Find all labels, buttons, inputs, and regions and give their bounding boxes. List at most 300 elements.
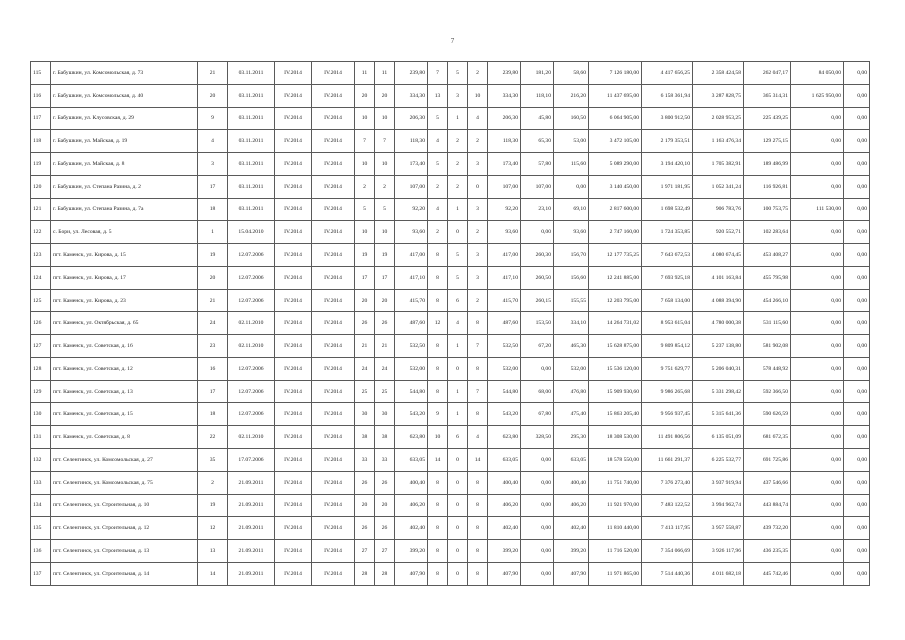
cell-row-number: 117 [31,107,51,130]
cell-rooms-total: 4 [428,198,448,221]
cell-area-owned: 260,50 [521,266,554,289]
cell-residents-total: 26 [355,471,375,494]
cell-area-municipal: 475,40 [554,403,589,426]
cell-rooms-total: 12 [428,312,448,335]
cell-area-total: 334,30 [395,84,428,107]
cell-rooms-municipal: 7 [468,380,488,403]
cell-address: с. Бори, ул. Лесовая, д. 5 [51,221,198,244]
cell-rooms-municipal: 2 [468,221,488,244]
cell-residents-resettled: 27 [375,540,395,563]
cell-rooms-municipal: 3 [468,244,488,267]
cell-cost-fund: 4 417 656,25 [642,62,693,85]
cell-object-count: 21 [198,62,228,85]
cell-residents-resettled: 2 [375,175,395,198]
cell-residents-total: 27 [355,540,375,563]
cell-area-total: 402,40 [395,517,428,540]
cell-residents-resettled: 20 [375,494,395,517]
cell-plan-start: IV.2014 [275,449,312,472]
cell-residents-resettled: 20 [375,84,395,107]
cell-cost-fund: 9 751 629,77 [642,357,693,380]
cell-area-owned: 0,00 [521,562,554,585]
cell-rooms-owned: 6 [448,289,468,312]
cell-rooms-municipal: 3 [468,266,488,289]
cell-residents-resettled: 28 [375,562,395,585]
cell-area-total: 173,40 [395,153,428,176]
cell-area-resettled: 417,10 [488,266,521,289]
cell-cost-other: 0,00 [844,153,870,176]
cell-area-municipal: 465,30 [554,335,589,358]
cell-cost-other: 0,00 [844,312,870,335]
cell-rooms-total: 5 [428,107,448,130]
cell-rooms-municipal: 2 [468,289,488,312]
cell-doc-date: 12.07.2006 [228,380,275,403]
cell-rooms-owned: 3 [448,84,468,107]
cell-cost-region: 3 926 117,96 [693,540,744,563]
cell-cost-total: 5 089 290,00 [589,153,642,176]
cell-doc-date: 03.11.2011 [228,107,275,130]
cell-plan-start: IV.2014 [275,84,312,107]
cell-rooms-municipal: 8 [468,494,488,517]
cell-cost-fund: 7 693 925,18 [642,266,693,289]
cell-cost-other: 0,00 [844,357,870,380]
cell-residents-resettled: 7 [375,130,395,153]
cell-residents-resettled: 26 [375,312,395,335]
cell-address: пгт. Каменск, ул. Советская, д. 8 [51,426,198,449]
cell-row-number: 136 [31,540,51,563]
cell-cost-fund: 1 724 353,85 [642,221,693,244]
cell-area-owned: 260,15 [521,289,554,312]
cell-rooms-total: 2 [428,221,448,244]
cell-rooms-total: 4 [428,130,448,153]
cell-plan-start: IV.2014 [275,426,312,449]
cell-cost-extra: 0,00 [791,221,844,244]
cell-row-number: 115 [31,62,51,85]
table-row [31,153,870,176]
cell-area-resettled: 543,20 [488,403,521,426]
cell-cost-fund: 7 514 440,36 [642,562,693,585]
cell-cost-total: 18 578 550,00 [589,449,642,472]
cell-cost-fund: 3 194 420,10 [642,153,693,176]
cell-rooms-owned: 0 [448,562,468,585]
cell-plan-start: IV.2014 [275,471,312,494]
cell-area-owned: 0,00 [521,494,554,517]
cell-area-total: 543,20 [395,403,428,426]
cell-residents-total: 38 [355,426,375,449]
cell-plan-end: IV.2014 [312,312,355,335]
cell-rooms-owned: 0 [448,540,468,563]
cell-plan-end: IV.2014 [312,357,355,380]
cell-plan-end: IV.2014 [312,335,355,358]
cell-address: пгт. Каменск, ул. Советская, д. 12 [51,357,198,380]
cell-cost-other: 0,00 [844,335,870,358]
cell-area-resettled: 92,20 [488,198,521,221]
cell-area-total: 406,20 [395,494,428,517]
cell-cost-extra: 0,00 [791,494,844,517]
cell-cost-extra: 0,00 [791,335,844,358]
cell-area-resettled: 239,80 [488,62,521,85]
cell-area-municipal: 399,20 [554,540,589,563]
cell-rooms-municipal: 7 [468,335,488,358]
cell-residents-total: 26 [355,312,375,335]
cell-area-resettled: 532,00 [488,357,521,380]
cell-plan-start: IV.2014 [275,266,312,289]
cell-rooms-owned: 0 [448,471,468,494]
table-row [31,335,870,358]
cell-object-count: 1 [198,221,228,244]
cell-area-municipal: 156,60 [554,266,589,289]
cell-plan-end: IV.2014 [312,289,355,312]
cell-cost-extra: 0,00 [791,312,844,335]
cell-area-owned: 23,10 [521,198,554,221]
page-number: 7 [450,37,455,45]
cell-address: г. Бабушкин, ул. Майская, д. 8 [51,153,198,176]
cell-rooms-total: 8 [428,471,448,494]
cell-rooms-total: 8 [428,517,448,540]
cell-area-total: 532,50 [395,335,428,358]
cell-cost-region: 3 937 919,94 [693,471,744,494]
cell-object-count: 14 [198,562,228,585]
table-row [31,357,870,380]
cell-cost-total: 2 747 160,00 [589,221,642,244]
cell-residents-total: 20 [355,289,375,312]
cell-row-number: 132 [31,449,51,472]
cell-address: пгт. Селенгинск, ул. Комсомольская, д. 75 [51,471,198,494]
cell-plan-start: IV.2014 [275,130,312,153]
cell-area-municipal: 53,00 [554,130,589,153]
cell-cost-local: 100 753,75 [744,198,791,221]
cell-row-number: 133 [31,471,51,494]
table-row [31,84,870,107]
cell-area-owned: 0,00 [521,449,554,472]
cell-cost-extra: 0,00 [791,153,844,176]
cell-area-owned: 67,80 [521,403,554,426]
cell-row-number: 119 [31,153,51,176]
cell-cost-other: 0,00 [844,62,870,85]
cell-doc-date: 21.09.2011 [228,540,275,563]
cell-address: пгт. Каменск, ул. Кирова, д. 23 [51,289,198,312]
cell-cost-region: 906 783,76 [693,198,744,221]
cell-cost-local: 102 283,64 [744,221,791,244]
cell-area-resettled: 107,00 [488,175,521,198]
table-row [31,244,870,267]
cell-area-total: 544,80 [395,380,428,403]
cell-residents-total: 10 [355,221,375,244]
cell-rooms-municipal: 3 [468,153,488,176]
cell-residents-resettled: 24 [375,357,395,380]
cell-address: пгт. Каменск, ул. Советская, д. 16 [51,335,198,358]
cell-residents-resettled: 10 [375,107,395,130]
cell-object-count: 22 [198,426,228,449]
cell-area-municipal: 156,70 [554,244,589,267]
cell-plan-start: IV.2014 [275,198,312,221]
cell-cost-total: 2 817 600,00 [589,198,642,221]
cell-plan-start: IV.2014 [275,62,312,85]
cell-cost-extra: 0,00 [791,471,844,494]
cell-area-total: 93,60 [395,221,428,244]
cell-cost-total: 18 308 530,00 [589,426,642,449]
table-row [31,403,870,426]
cell-area-municipal: 295,30 [554,426,589,449]
cell-area-owned: 68,00 [521,380,554,403]
cell-address: г. Бабушкин, ул. Клусовская, д. 29 [51,107,198,130]
cell-residents-total: 26 [355,517,375,540]
cell-cost-fund: 9 986 265,68 [642,380,693,403]
cell-area-resettled: 334,30 [488,84,521,107]
cell-area-municipal: 155,55 [554,289,589,312]
cell-rooms-municipal: 8 [468,517,488,540]
cell-residents-resettled: 38 [375,426,395,449]
table-row [31,175,870,198]
cell-cost-extra: 0,00 [791,289,844,312]
cell-cost-total: 15 909 930,60 [589,380,642,403]
cell-cost-extra: 0,00 [791,107,844,130]
cell-rooms-owned: 6 [448,426,468,449]
cell-area-municipal: 115,60 [554,153,589,176]
cell-rooms-total: 2 [428,175,448,198]
cell-rooms-municipal: 8 [468,357,488,380]
cell-row-number: 125 [31,289,51,312]
cell-area-municipal: 160,50 [554,107,589,130]
cell-area-municipal: 93,60 [554,221,589,244]
cell-area-total: 92,20 [395,198,428,221]
cell-cost-total: 12 241 885,00 [589,266,642,289]
cell-object-count: 9 [198,107,228,130]
cell-cost-region: 4 780 000,38 [693,312,744,335]
cell-residents-total: 28 [355,562,375,585]
cell-cost-fund: 7 376 273,40 [642,471,693,494]
cell-cost-other: 0,00 [844,198,870,221]
cell-cost-local: 592 366,50 [744,380,791,403]
cell-doc-date: 21.09.2011 [228,494,275,517]
cell-plan-end: IV.2014 [312,62,355,85]
cell-rooms-total: 8 [428,335,448,358]
cell-doc-date: 02.11.2010 [228,312,275,335]
cell-address: г. Бабушкин, ул. Степана Разина, д. 7а [51,198,198,221]
cell-area-resettled: 400,40 [488,471,521,494]
cell-object-count: 2 [198,471,228,494]
cell-plan-end: IV.2014 [312,540,355,563]
cell-rooms-total: 8 [428,562,448,585]
cell-cost-fund: 7 483 122,52 [642,494,693,517]
cell-doc-date: 03.11.2011 [228,84,275,107]
cell-rooms-total: 7 [428,62,448,85]
cell-cost-extra: 0,00 [791,175,844,198]
cell-cost-local: 453 408,27 [744,244,791,267]
cell-address: г. Бабушкин, ул. Степана Разина, д. 2 [51,175,198,198]
cell-rooms-total: 10 [428,426,448,449]
cell-cost-fund: 9 809 854,12 [642,335,693,358]
cell-rooms-owned: 0 [448,494,468,517]
cell-cost-fund: 7 643 672,53 [642,244,693,267]
cell-plan-end: IV.2014 [312,221,355,244]
cell-rooms-total: 5 [428,153,448,176]
cell-row-number: 134 [31,494,51,517]
cell-doc-date: 17.07.2006 [228,449,275,472]
cell-residents-total: 10 [355,107,375,130]
cell-row-number: 123 [31,244,51,267]
cell-plan-end: IV.2014 [312,562,355,585]
cell-rooms-municipal: 2 [468,62,488,85]
cell-area-resettled: 173,40 [488,153,521,176]
cell-cost-local: 531 115,60 [744,312,791,335]
cell-area-owned: 0,00 [521,357,554,380]
table-row [31,289,870,312]
cell-cost-total: 3 140 450,00 [589,175,642,198]
cell-cost-total: 11 810 440,00 [589,517,642,540]
cell-cost-extra: 0,00 [791,562,844,585]
cell-rooms-total: 8 [428,357,448,380]
cell-area-total: 633,05 [395,449,428,472]
cell-area-owned: 153,50 [521,312,554,335]
table-row [31,266,870,289]
cell-cost-region: 3 957 558,87 [693,517,744,540]
cell-cost-total: 11 971 865,00 [589,562,642,585]
cell-cost-other: 0,00 [844,130,870,153]
cell-cost-region: 5 237 138,80 [693,335,744,358]
cell-cost-other: 0,00 [844,540,870,563]
cell-rooms-total: 8 [428,380,448,403]
cell-address: пгт. Селенгинск, ул. Строительная, д. 13 [51,540,198,563]
cell-area-owned: 260,30 [521,244,554,267]
cell-area-owned: 45,80 [521,107,554,130]
cell-doc-date: 02.11.2010 [228,426,275,449]
cell-object-count: 13 [198,540,228,563]
cell-cost-total: 15 536 120,00 [589,357,642,380]
cell-cost-other: 0,00 [844,175,870,198]
cell-residents-total: 21 [355,335,375,358]
cell-address: г. Бабушкин, ул. Комсомольская, д. 40 [51,84,198,107]
cell-rooms-municipal: 8 [468,540,488,563]
cell-cost-region: 5 206 040,31 [693,357,744,380]
cell-plan-end: IV.2014 [312,449,355,472]
cell-area-resettled: 415,70 [488,289,521,312]
cell-rooms-owned: 2 [448,130,468,153]
cell-rooms-total: 8 [428,289,448,312]
cell-cost-total: 11 437 695,00 [589,84,642,107]
cell-rooms-owned: 2 [448,175,468,198]
cell-area-owned: 65,30 [521,130,554,153]
cell-cost-region: 2 358 424,58 [693,62,744,85]
cell-cost-local: 681 672,35 [744,426,791,449]
cell-plan-end: IV.2014 [312,517,355,540]
cell-row-number: 137 [31,562,51,585]
cell-residents-resettled: 19 [375,244,395,267]
cell-area-total: 239,80 [395,62,428,85]
cell-plan-end: IV.2014 [312,471,355,494]
cell-rooms-owned: 0 [448,449,468,472]
cell-cost-extra: 0,00 [791,357,844,380]
cell-cost-total: 12 177 735,25 [589,244,642,267]
cell-plan-end: IV.2014 [312,426,355,449]
cell-area-municipal: 476,80 [554,380,589,403]
table-row [31,562,870,585]
cell-cost-total: 11 921 970,00 [589,494,642,517]
cell-cost-extra: 0,00 [791,244,844,267]
cell-area-resettled: 487,60 [488,312,521,335]
cell-rooms-total: 13 [428,84,448,107]
cell-cost-local: 439 732,20 [744,517,791,540]
cell-plan-start: IV.2014 [275,221,312,244]
cell-rooms-municipal: 0 [468,175,488,198]
cell-cost-region: 1 705 382,91 [693,153,744,176]
cell-plan-end: IV.2014 [312,244,355,267]
cell-row-number: 116 [31,84,51,107]
cell-cost-other: 0,00 [844,494,870,517]
cell-object-count: 20 [198,266,228,289]
cell-cost-fund: 9 956 937,45 [642,403,693,426]
cell-object-count: 12 [198,517,228,540]
cell-address: пгт. Каменск, ул. Советская, д. 13 [51,380,198,403]
cell-rooms-owned: 4 [448,312,468,335]
cell-area-resettled: 407,90 [488,562,521,585]
cell-cost-local: 116 926,81 [744,175,791,198]
cell-plan-end: IV.2014 [312,153,355,176]
cell-area-municipal: 69,10 [554,198,589,221]
cell-cost-region: 6 225 532,77 [693,449,744,472]
cell-object-count: 16 [198,357,228,380]
cell-area-owned: 0,00 [521,221,554,244]
cell-area-total: 118,30 [395,130,428,153]
cell-cost-other: 0,00 [844,244,870,267]
table-row [31,312,870,335]
cell-rooms-owned: 5 [448,266,468,289]
cell-plan-start: IV.2014 [275,175,312,198]
cell-area-owned: 0,00 [521,471,554,494]
cell-area-total: 107,00 [395,175,428,198]
cell-object-count: 35 [198,449,228,472]
cell-cost-region: 3 994 962,74 [693,494,744,517]
cell-area-municipal: 402,40 [554,517,589,540]
cell-doc-date: 03.11.2011 [228,175,275,198]
cell-cost-fund: 6 158 361,94 [642,84,693,107]
cell-rooms-owned: 0 [448,357,468,380]
cell-plan-start: IV.2014 [275,562,312,585]
cell-cost-region: 3 287 828,75 [693,84,744,107]
cell-rooms-municipal: 8 [468,403,488,426]
cell-plan-end: IV.2014 [312,380,355,403]
table-row [31,221,870,244]
cell-area-resettled: 118,30 [488,130,521,153]
cell-rooms-owned: 2 [448,153,468,176]
cell-cost-fund: 3 800 912,50 [642,107,693,130]
cell-address: пгт. Селенгинск, ул. Комсомольская, д. 27 [51,449,198,472]
cell-rooms-owned: 1 [448,107,468,130]
cell-cost-fund: 2 179 353,51 [642,130,693,153]
cell-rooms-total: 8 [428,540,448,563]
cell-cost-other: 0,00 [844,289,870,312]
cell-cost-local: 365 314,31 [744,84,791,107]
cell-object-count: 18 [198,403,228,426]
cell-cost-other: 0,00 [844,380,870,403]
cell-residents-resettled: 11 [375,62,395,85]
cell-doc-date: 12.07.2006 [228,244,275,267]
cell-cost-other: 0,00 [844,84,870,107]
cell-area-municipal: 400,40 [554,471,589,494]
cell-residents-total: 10 [355,153,375,176]
cell-rooms-total: 8 [428,244,448,267]
cell-object-count: 17 [198,380,228,403]
cell-plan-start: IV.2014 [275,380,312,403]
cell-residents-total: 25 [355,380,375,403]
cell-cost-local: 443 884,74 [744,494,791,517]
cell-residents-resettled: 26 [375,471,395,494]
cell-plan-end: IV.2014 [312,175,355,198]
cell-area-total: 206,30 [395,107,428,130]
cell-area-resettled: 206,30 [488,107,521,130]
cell-cost-fund: 8 953 615,04 [642,312,693,335]
cell-doc-date: 03.11.2011 [228,153,275,176]
cell-row-number: 124 [31,266,51,289]
